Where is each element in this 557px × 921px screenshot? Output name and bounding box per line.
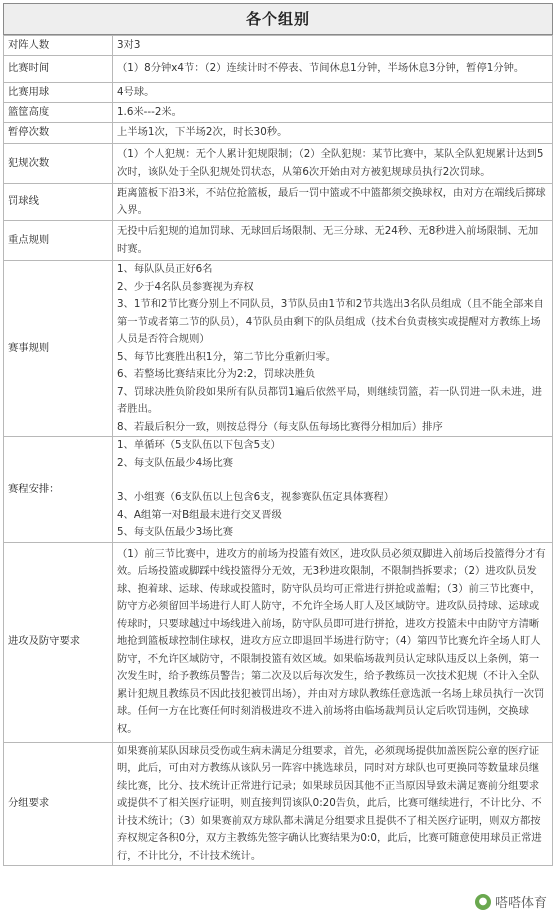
- table-row: [4, 261, 553, 437]
- row-value-line: （1）前三节比赛中，进攻方的前场为投篮有效区，进攻队员必须双脚进入前场后投篮得分才有效。后场投篮或脚踩中线投篮得分无效，无3秒进攻限制，不限制挡拆要求；（2）进攻队员发球、抱着球、运球、传球或投篮时，防守队员均可正常进行拼抢或盖帽；（3）前三节比赛中，防守方必须留回半场进行人盯人防守，不允许全场人盯人及区域防守。进攻队员持球、运球或传球时，只要球越过中场线进入前场，防守队员即可进行拼抢，进攻方投篮未中由防守方清晰地抢到篮板球控制住球权，进攻方应立即退回半场进行防守；（4）第四节比赛允许全场人盯人防守，不允许区域防守，不限制投篮有效区域。如果临场裁判员认定球队违反以上条例，第一次发生时，给予教练员警告；第二次及以后每次发生，给予教练员一次技术犯规（不计入全队累计犯规且教练员不因此技犯被罚出场），并由对方球队教练任意选派一名场上球员执行一次罚球。任何一方在比赛任何时刻消极进攻不进入前场将由临场裁判员认定后吹罚违例，交换球权。: [117, 547, 546, 735]
- table-row: [4, 36, 553, 56]
- brand-logo-icon: ●: [475, 894, 491, 910]
- row-value-line: 8、若最后积分一致，则按总得分（每支队伍每场比赛得分相加后）排序: [117, 420, 443, 433]
- row-label: 篮筐高度: [4, 103, 113, 123]
- table-row: [4, 742, 553, 866]
- row-label: 比赛时间: [4, 56, 113, 83]
- row-value-line: （1）个人犯规：无个人累计犯规限制；（2）全队犯规：某节比赛中，某队全队犯规累计达到5次时，该队处于全队犯规处罚状态，从第6次开始由对方被犯规球员执行2次罚球。: [117, 148, 544, 178]
- row-value: [113, 103, 553, 123]
- row-value-line: 3、小组赛（6支队伍以上包含6支，视参赛队伍定具体赛程）: [117, 491, 395, 503]
- row-value-line: 3、1节和2节比赛分别上不同队员，3节队员由1节和2节共选出3名队员组成（且不能全部来自第一节或者第二节的队员），4节队员由剩下的队员组成（技术台负责核实或提醒对方教练上场人员是否符合规则）: [117, 298, 544, 345]
- table-row: [4, 144, 553, 184]
- row-value-line: 3对3: [117, 38, 141, 51]
- row-label: 比赛用球: [4, 83, 113, 103]
- row-label: 犯规次数: [4, 144, 113, 184]
- row-value: [113, 221, 553, 261]
- sheet-title: 各个组别: [3, 3, 553, 35]
- row-value: [113, 261, 553, 437]
- table-row: [4, 56, 553, 83]
- row-label: 分组要求: [4, 742, 113, 866]
- table-row: [4, 123, 553, 144]
- row-value: [113, 144, 553, 184]
- row-value: [113, 742, 553, 866]
- row-value-line: 上半场1次，下半场2次，时长30秒。: [117, 126, 288, 139]
- table-row: [4, 184, 553, 221]
- row-value-line: 2、少于4名队员参赛视为弃权: [117, 280, 254, 293]
- row-value-line: （1）8分钟x4节：（2）连续计时不停表、节间休息1分钟，半场休息3分钟，暂停1分钟。: [117, 62, 525, 75]
- table-row: [4, 542, 553, 742]
- row-value: [113, 542, 553, 742]
- table-row: [4, 103, 553, 123]
- row-value: [113, 123, 553, 144]
- row-label: 赛程安排：: [4, 437, 113, 543]
- row-value-line: 1、单循环（5支队伍以下包含5支）: [117, 439, 281, 451]
- watermark: [473, 892, 549, 911]
- row-label: 罚球线: [4, 184, 113, 221]
- row-value-line: 4、A组第一对B组最末进行交叉晋级: [117, 508, 282, 521]
- row-value-line: 5、每支队伍最少3场比赛: [117, 526, 234, 538]
- row-label: 赛事规则: [4, 261, 113, 437]
- table-row: [4, 83, 553, 103]
- row-value-line: 6、若整场比赛结束比分为2:2，罚球决胜负: [117, 368, 316, 380]
- row-value-line: 距离篮板下沿3米，不站位抢篮板，最后一罚中篮或不中篮都须交换球权，由对方在端线后掷球入界。: [117, 186, 546, 216]
- rules-sheet: [3, 3, 553, 866]
- row-value: [113, 36, 553, 56]
- rules-table: [3, 35, 553, 866]
- row-value-line: 2、每支队伍最少4场比赛: [117, 456, 234, 469]
- table-row: [4, 221, 553, 261]
- row-value-line: 4号球。: [117, 85, 155, 98]
- row-label: 进攻及防守要求: [4, 542, 113, 742]
- row-value: [113, 56, 553, 83]
- row-label: 暂停次数: [4, 123, 113, 144]
- row-label: 对阵人数: [4, 36, 113, 56]
- row-value: [113, 83, 553, 103]
- row-value-line: 7、罚球决胜负阶段如果所有队员都罚1遍后依然平局，则继续罚篮，若一队罚进一队未进，进者胜出。: [117, 385, 542, 415]
- watermark-text: 嗒嗒体育: [494, 896, 547, 911]
- row-label: 重点规则: [4, 221, 113, 261]
- table-row: [4, 437, 553, 543]
- row-value-line: 如果赛前某队因球员受伤或生病未满足分组要求，首先，必须现场提供加盖医院公章的医疗证明，此后，可由对方教练从该队另一阵容中挑选球员，同时对方球队也可更换同等数量球员继续比赛，比分、技术统计正常进行记录；如果球员因其他不正当原因导致未满足赛前分组要求或提供不了相关医疗证明，则直接判罚该队0:20告负，此后，比赛可继续进行，不计比分、不计技术统计；（3）如果赛前双方球队都未满足分组要求且提供不了相关医疗证明，则双方都按弃权规定各积0分，双方主教练先签字确认比赛结果为0:0，此后，比赛可随意使用球员正常进行，不计比分，不计技术统计。: [117, 744, 542, 862]
- row-value-line: 5、每节比赛胜出积1分，第二节比分重新归零。: [117, 350, 337, 363]
- row-value-line: 1、每队队员正好6名: [117, 263, 213, 275]
- row-value: [113, 184, 553, 221]
- row-value-line: [117, 472, 548, 489]
- row-value: [113, 437, 553, 543]
- row-value-line: 无投中后犯规的追加罚球、无球回后场限制、无三分球、无24秒、无8秒进入前场限制、无加时赛。: [117, 225, 539, 255]
- row-value-line: 1.6米---2米。: [117, 105, 182, 118]
